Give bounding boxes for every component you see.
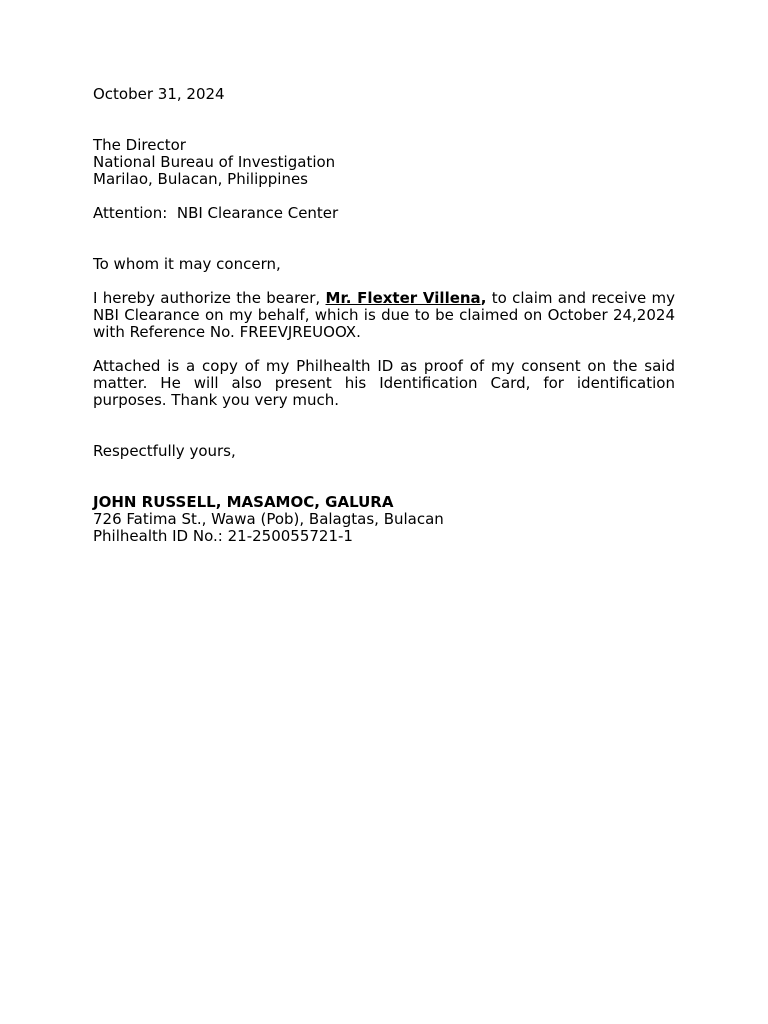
attention-label: Attention: — [93, 204, 168, 222]
spacer — [93, 341, 675, 358]
recipient-address: Marilao, Bulacan, Philippines — [93, 170, 308, 188]
spacer — [93, 188, 675, 205]
spacer — [93, 222, 675, 256]
letter-page — [93, 86, 675, 545]
bearer-comma: , — [480, 289, 487, 307]
attention-line — [93, 205, 675, 222]
sender-name: JOHN RUSSELL, MASAMOC, GALURA — [93, 493, 394, 511]
bearer-name: Mr. Flexter Villena — [325, 289, 481, 307]
salutation: To whom it may concern, — [93, 255, 281, 273]
closing: Respectfully yours, — [93, 442, 236, 460]
sender-id: Philhealth ID No.: 21-250055721-1 — [93, 527, 353, 545]
sender-block — [93, 494, 675, 545]
recipient-organization: National Bureau of Investigation — [93, 153, 336, 171]
spacer — [93, 273, 675, 290]
spacer — [93, 409, 675, 443]
recipient-block — [93, 137, 675, 188]
authorization-paragraph — [93, 290, 675, 341]
paragraph-intro: I hereby authorize the bearer, — [93, 289, 326, 307]
letter-date: October 31, 2024 — [93, 85, 225, 103]
spacer — [93, 460, 675, 494]
spacer — [93, 103, 675, 137]
sender-address: 726 Fatima St., Wawa (Pob), Balagtas, Bulacan — [93, 510, 444, 528]
paragraph-body: to claim and receive my NBI Clearance on my behalf, which is due to be claimed on October 24,2024 with Reference No. FREEVJREUOOX. — [93, 289, 675, 341]
recipient-title: The Director — [93, 136, 186, 154]
attachment-paragraph: Attached is a copy of my Philhealth ID as proof of my consent on the said matter. He will also present his Identification Card, for identification purposes. Thank you very much. — [93, 357, 675, 409]
attention-value: NBI Clearance Center — [176, 204, 339, 222]
